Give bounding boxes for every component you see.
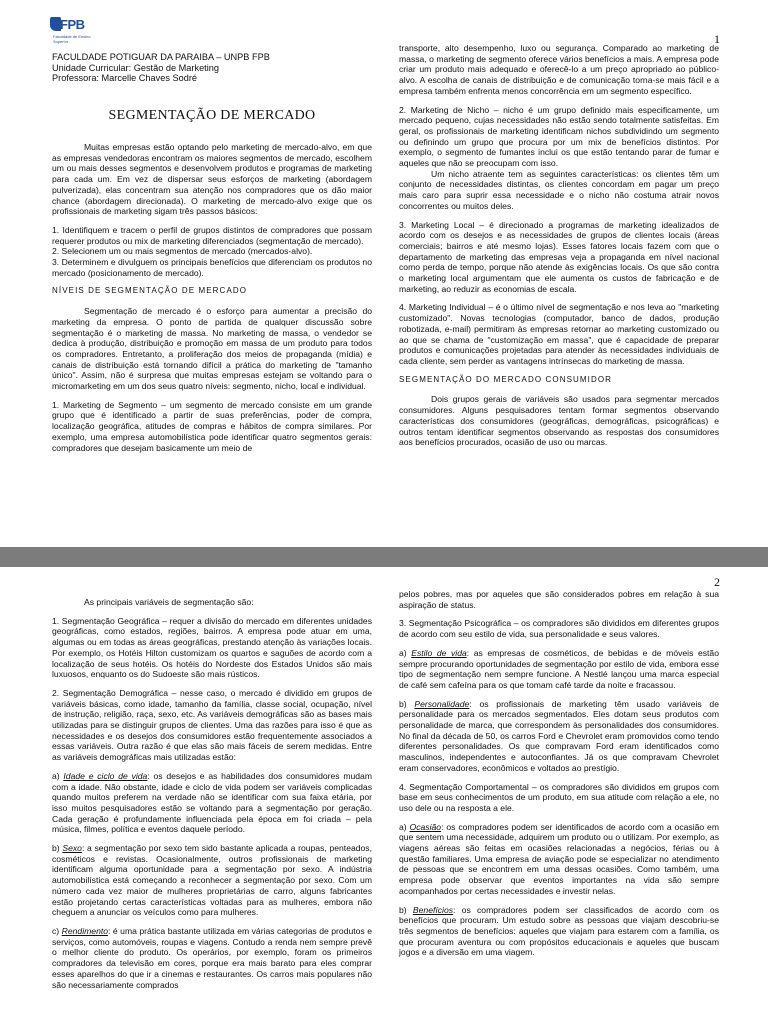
- list-item: 2. Selecionem um ou mais segmentos de mercado (mercados-alvo).: [52, 246, 313, 257]
- logo-subtitle: Faculdade de Ensino Superior: [53, 34, 91, 44]
- page1-right-column: [399, 43, 719, 456]
- list-item: 3. Determinem e divulguem os principais benefícios que diferenciam os produtos no mercado (posicionamento de mercado).: [52, 257, 372, 278]
- term-label: Benefícios: [412, 904, 454, 915]
- page-number: 2: [714, 575, 720, 589]
- section-heading: SEGMENTAÇÃO DO MERCADO CONSUMIDOR: [399, 374, 613, 384]
- list-item: 1. Identifiquem e tracem o perfil de grupos distintos de compradores que possam requerer produtos ou mix de marketing diferenciados (segmentação de mercado).: [52, 224, 372, 246]
- paragraph: b) Sexo: a segmentação por sexo tem sido bastante aplicada a roupas, penteados, cosméticos e revistas. Ocasionalmente, outros profissionais de marketing identificam alguma oportunidade para a segmentação por sexo. A indústria automobilística está começando a reconhecer a segmentação por sexo. Com um número cada vez maior de mulheres proprietárias de carro, alguns fabricantes estão projetando certas características voltadas para as mulheres, embora não cheguem a anunciar os veículos como para mulheres.: [52, 843, 372, 918]
- page2-right-column: [399, 589, 719, 966]
- term-text: : os profissionais de marketing têm usado variáveis de personalidade para os mercados segmentados. Eles dotam seus produtos com personalidade de marca, que correspondem às personalidades dos consumidores. No final da década de 50, os carros Ford e Chevrolet eram promovidos como tendo diferentes personalidades. Os que compravam Ford eram identificados como masculinos, independentes e autoconfiantes. Já os que compravam Chevrolet eram conservadores, econômicos e voltados ao prestígio.: [399, 698, 719, 773]
- paragraph: Um nicho atraente tem as seguintes características: os clientes têm um conjunto de necessidades distintas, os clientes concordam em pagar um preço mais caro para suprir essa necessidade e o nicho não costuma atrair novos concorrentes ou muitos deles.: [399, 168, 719, 211]
- paragraph: 1. Marketing de Segmento – um segmento de mercado consiste em um grande grupo que é identificado a partir de suas preferências, poder de compra, localização geográfica, atitudes de compras e hábitos de compra similares. Por exemplo, uma empresa automobilística pode identificar quatro segmentos gerais: compradores que desejam basicamente um meio de: [52, 399, 372, 453]
- document-page-2: [0, 567, 768, 1024]
- paragraph: Segmentação de mercado é o esforço para aumentar a precisão do marketing da empresa. O ponto de partida de qualquer discussão sobre segmentação é o marketing de massa. No marketing de massa, o vendedor se dedica à produção, distribuição e promoção em massa de um produto para todos os compradores. Entretanto, a proliferação dos meios de propaganda (mídia) e canais de distribuição está tornando difícil a prática do marketing de "tamanho único". Assim, não é surpresa que muitas empresas estejam se voltando para o micromarketing em um dos seus quatro níveis: segmento, nicho, local e individual.: [52, 306, 372, 392]
- term-text: : a segmentação por sexo tem sido bastante aplicada a roupas, penteados, cosméticos e revistas. Ocasionalmente, outros profissionais de marketing identificam alguma oportunidade para a segmentação por sexo. A indústria automobilística está começando a reconhecer a segmentação por sexo. Com um número cada vez maior de mulheres proprietárias de carro, alguns fabricantes estão projetando certas características voltadas para as mulheres, embora não cheguem a anunciar os veículos como para mulheres.: [52, 843, 372, 918]
- section-heading: NÍVEIS DE SEGMENTAÇÃO DE MERCADO: [52, 286, 248, 296]
- term-text: : é uma prática bastante utilizada em várias categorias de produtos e serviços, como automóveis, roupas e viagens. Contudo a renda nem sempre prevê o melhor cliente do produto. Os operários, por exemplo, foram os primeiros compradores da televisão em cores, porque era mais barato para eles comprar esses aparelhos do que ir a cinemas e restaurantes. Os carros mais populares não são necessariamente comprados: [52, 925, 372, 990]
- paragraph: 4. Marketing Individual – é o último nível de segmentação e nos leva ao "marketing customizado". Novas tecnologias (computador, banco de dados, produção robotizada, e-mail) permitiram às empresas retornar ao marketing customizado ou ao que se chama de "customização em massa", que é capacidade de preparar produtos e comunicações projetadas para atender às necessidades individuais de cada cliente, sem perder as vantagens intrínsecas do marketing de massa.: [399, 302, 719, 366]
- header-teacher: Professora: Marcelle Chaves Sodré: [52, 73, 198, 83]
- term-label: Sexo: [62, 843, 82, 854]
- term-label: Personalidade: [414, 698, 470, 709]
- page-number: 1: [714, 32, 720, 46]
- page2-left-column: [52, 597, 372, 998]
- paragraph: a) Estilo de vida: as empresas de cosméticos, de bebidas e de móveis estão sempre procurando oportunidades de segmentação por estilo de vida, embora esse tipo de segmentação nem sempre funcione. A Nestlé lançou uma marca especial de café sem cafeína para os que tomam café tarde da noite e fracassou.: [399, 647, 719, 690]
- document-title: SEGMENTAÇÃO DE MERCADO: [108, 108, 316, 123]
- paragraph: c) Rendimento: é uma prática bastante utilizada em várias categorias de produtos e serviços, como automóveis, roupas e viagens. Contudo a renda nem sempre prevê o melhor cliente do produto. Os operários, por exemplo, foram os primeiros compradores da televisão em cores, porque era mais barato para eles comprar esses aparelhos do que ir a cinemas e restaurantes. Os carros mais populares não são necessariamente comprados: [52, 925, 372, 990]
- term-text: : os desejos e as habilidades dos consumidores mudam com a idade. Não obstante, idade e ciclo de vida podem ser variáveis complicadas quando muitos preferem na verdade não se identificar com sua faixa etária, por isso muitos pesquisadores estão se voltando para a segmentação por geração. Cada geração é profundamente influenciada pela época em foi criada – pela música, filmes, política e eventos daquele período.: [52, 770, 372, 835]
- paragraph: 1. Segmentação Geográfica – requer a divisão do mercado em diferentes unidades geográficas, como estados, regiões, bairros. A empresa pode atuar em uma, algumas ou em todas as áreas geográficas, prestando atenção às variações locais. Por exemplo, os Hotéis Hilton customizam os quartos e saguões de acordo com a localização de seus hotéis. Os hotéis do Nordeste dos Estados Unidos são mais luxuosos, enquanto os do Sudoeste são mais rústicos.: [52, 615, 372, 680]
- paragraph: Dois grupos gerais de variáveis são usados para segmentar mercados consumidores. Alguns pesquisadores tentam formar segmentos observando características dos consumidores (geográficas, demográficas, psicográficas) e outros tentam identificar segmentos observando as respostas dos consumidores aos benefícios procurados, ocasião de uso ou marcas.: [399, 394, 719, 448]
- page1-left-column: [52, 142, 372, 461]
- term-label: Rendimento: [61, 925, 109, 936]
- term-label: Idade e ciclo de vida: [63, 770, 148, 781]
- paragraph: a) Ocasião: os compradores podem ser identificados de acordo com a ocasião em que sentem uma necessidade, adquirem um produto ou o utilizam. Por exemplo, as viagens aéreas são feitas em ocasiões relacionadas a negócios, férias ou à questão familiares. Uma empresa de aviação pode se especializar no atendimento de pessoas que se encontrem em uma dessas ocasiões. Como também, uma empresa pode observar que eventos importantes na vida são sempre acompanhados por certas necessidades e investir nelas.: [399, 821, 719, 896]
- logo-text: FPB: [60, 17, 85, 32]
- paragraph: 2. Marketing de Nicho – nicho é um grupo definido mais especificamente, um mercado pequeno, cujas necessidades não estão sendo totalmente satisfeitas. Em geral, os profissionais de marketing identificam nichos subdividindo um segmento ou definindo um grupo que procura por um mix de benefícios distintos. Por exemplo, o segmento de fumantes inclui os que estão tentando parar de fumar e aqueles que não se preocupam com isso.: [399, 104, 719, 169]
- paragraph: As principais variáveis de segmentação são:: [84, 597, 254, 607]
- paragraph: 4. Segmentação Comportamental – os compradores são divididos em grupos com base em seus conhecimentos de um produto, em sua atitude com relação a ele, no uso dele ou na resposta a ele.: [399, 781, 719, 813]
- paragraph: a) Idade e ciclo de vida: os desejos e as habilidades dos consumidores mudam com a idade. Não obstante, idade e ciclo de vida podem ser variáveis complicadas quando muitos preferem na verdade não se identificar com sua faixa etária, por isso muitos pesquisadores estão se voltando para a segmentação por geração. Cada geração é profundamente influenciada pela época em foi criada – pela música, filmes, política e eventos daquele período.: [52, 770, 372, 835]
- header-institution: FACULDADE POTIGUAR DA PARAIBA – UNPB FPB: [52, 52, 270, 62]
- term-text: : as empresas de cosméticos, de bebidas e de móveis estão sempre procurando oportunidades de segmentação por estilo de vida, embora esse tipo de segmentação nem sempre funcione. A Nestlé lançou uma marca especial de café sem cafeína para os que tomam café tarde da noite e fracassou.: [399, 647, 719, 690]
- fpb-logo: [50, 17, 91, 47]
- paragraph: 3. Segmentação Psicográfica – os compradores são divididos em diferentes grupos de acordo com seu estilo de vida, sua personalidade e seus valores.: [399, 618, 719, 640]
- paragraph: 2. Segmentação Demográfica – nesse caso, o mercado é dividido em grupos de variáveis básicas, como idade, tamanho da família, classe social, ocupação, nível de instrução, religião, raça, sexo, etc. As variáveis demográficas são as bases mais utilizadas para se distinguir grupos de clientes. Uma das razões para isso é que as necessidades e os desejos dos consumidores estão frequentemente associados a essas variáveis. Outra razão é que elas são mais fáceis de serem medidas. Entre as variáveis demográficas mais utilizadas estão:: [52, 687, 372, 763]
- document-header: [52, 52, 372, 84]
- paragraph: Muitas empresas estão optando pelo marketing de mercado-alvo, em que as empresas vendedoras encontram os maiores segmentos de mercado, escolhem um ou mais desses segmentos e desenvolvem produtos e programas de marketing para cada um. Em vez de dispersar seus esforços de marketing (abordagem pulverizada), elas concentram sua atenção nos compradores que os dão maior chance (abordagem direcionada). O marketing de mercado-alvo exige que os profissionais de marketing sigam três passos básicos:: [52, 142, 372, 217]
- paragraph: b) Benefícios: os compradores podem ser classificados de acordo com os benefícios que procuram. Um estudo sobre as pessoas que viajam descobriu-se três segmentos de benefícios: aqueles que viajam para estarem com a família, os que procuram aventura ou com propósitos educacionais e aqueles que buscam jogos e a diversão em uma viagem.: [399, 904, 720, 958]
- term-text: : os compradores podem ser classificados de acordo com os benefícios que procuram. Um estudo sobre as pessoas que viajam descobriu-se três segmentos de benefícios: aqueles que viajam para estarem com a família, os que procuram aventura ou com propósitos educacionais e aqueles que buscam jogos e a diversão em uma viagem.: [399, 904, 720, 958]
- paragraph: pelos pobres, mas por aqueles que são considerados pobres em relação à sua aspiração de status.: [399, 589, 719, 610]
- term-label: Ocasião: [409, 821, 442, 832]
- paragraph: 3. Marketing Local – é direcionado a programas de marketing idealizados de acordo com os desejos e as necessidades de grupos de clientes locais (áreas comerciais; bairros e até mesmo lojas). Esses fatores locais fazem com que o departamento de marketing das empresas veja a propaganda em nível nacional como perda de tempo, porque não atende às exigências locais. Os que são contra o marketing local argumentam que ele aumenta os custos de fabricação e de marketing, ao reduzir as economias de escala.: [399, 219, 719, 294]
- paragraph: transporte, alto desempenho, luxo ou segurança. Comparado ao marketing de massa, o marketing de segmento oferece vários benefícios a mais. A empresa pode criar um produto mais adequado e oferecê-lo a um preço apropriado ao público-alvo. A escolha de canais de distribuição e de comunicação torna-se mais fácil e a empresa também enfrenta menos concorrência em um segmento específico.: [399, 43, 719, 96]
- paragraph: b) Personalidade: os profissionais de marketing têm usado variáveis de personalidade para os mercados segmentados. Eles dotam seus produtos com personalidade de marca, que correspondem às personalidades dos consumidores. No final da década de 50, os carros Ford e Chevrolet eram promovidos como tendo diferentes personalidades. Os que compravam Ford eram identificados como masculinos, independentes e autoconfiantes. Já os que compravam Chevrolet eram conservadores, econômicos e voltados ao prestígio.: [399, 698, 719, 773]
- term-label: Estilo de vida: [411, 647, 467, 658]
- term-text: : os compradores podem ser identificados de acordo com a ocasião em que sentem uma necessidade, adquirem um produto ou o utilizam. Por exemplo, as viagens aéreas são feitas em ocasiões relacionadas a negócios, férias ou à questão familiares. Uma empresa de aviação pode se especializar no atendimento de pessoas que se encontrem em uma dessas ocasiões. Como também, uma empresa pode observar que eventos importantes na vida são sempre acompanhados por certas necessidades e investir nelas.: [399, 821, 719, 896]
- header-course-unit: Unidade Curricular: Gestão de Marketing: [52, 62, 219, 73]
